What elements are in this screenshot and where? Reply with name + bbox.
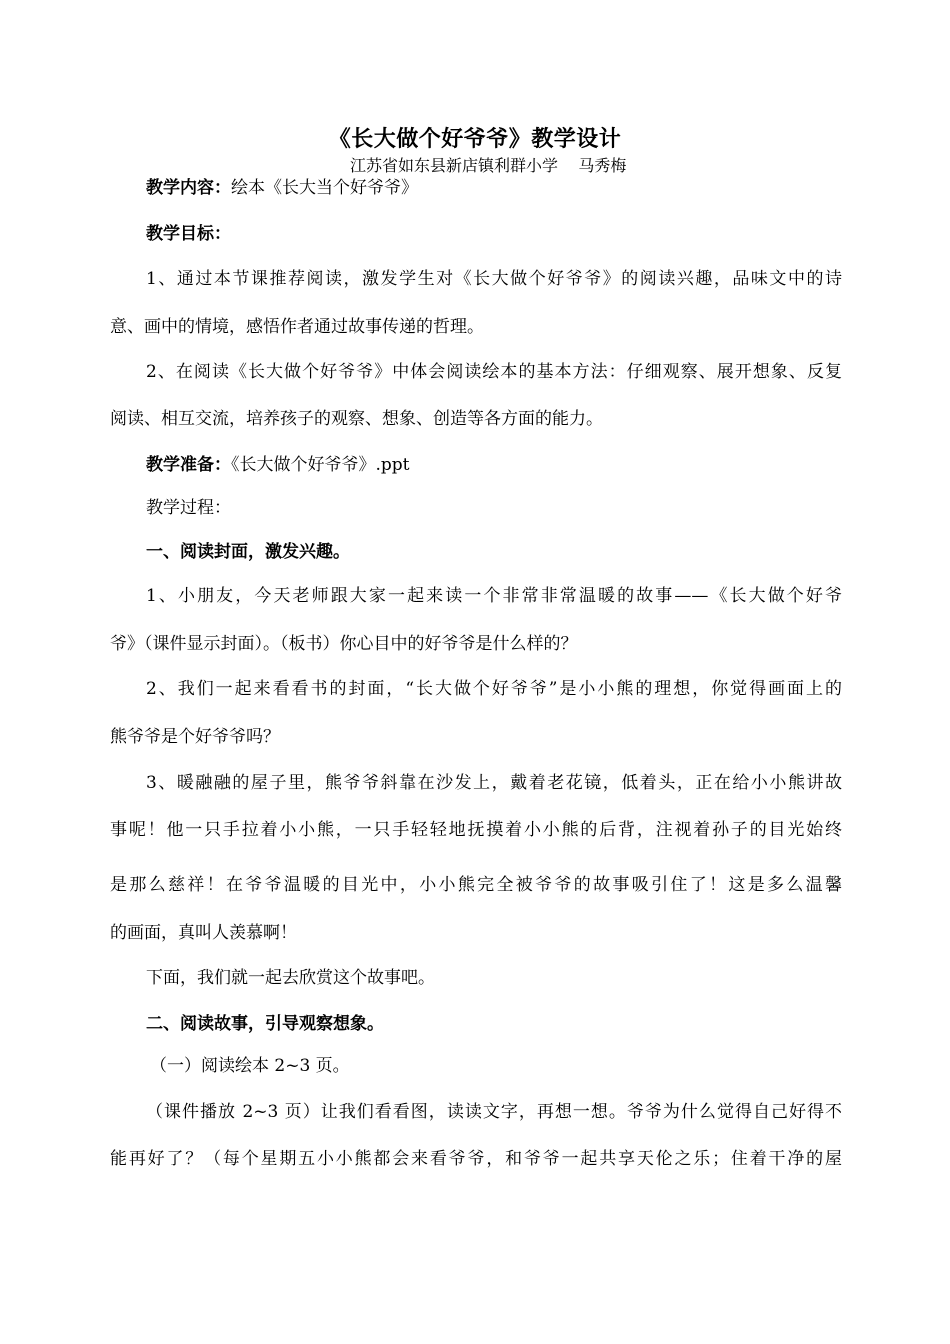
s1-p1-line2: 爷》（课件显示封面）。（板书）你心目中的好爷爷是什么样的？ — [110, 634, 578, 654]
goal2-line2: 阅读、相互交流，培养孩子的观察、想象、创造等各方面的能力。 — [110, 409, 603, 429]
prep-value: 《长大做个好爷爷》.ppt — [231, 455, 410, 475]
document-title: 《长大做个好爷爷》教学设计 — [328, 126, 622, 152]
section1-heading: 一、阅读封面，激发兴趣。 — [146, 542, 350, 562]
process-label: 教学过程： — [146, 498, 231, 518]
s1-p2-line2: 熊爷爷是个好爷爷吗？ — [110, 727, 280, 747]
s1-p4: 下面，我们就一起去欣赏这个故事吧。 — [146, 968, 435, 988]
goal2-line1: 2、在阅读《长大做个好爷爷》中体会阅读绘本的基本方法：仔细观察、展开想象、反复 — [146, 362, 842, 382]
teaching-content-value: 绘本《长大当个好爷爷》 — [231, 178, 418, 198]
author-line: 江苏省如东县新店镇利群小学 马秀梅 — [350, 156, 627, 175]
goals-label: 教学目标： — [146, 224, 231, 244]
goal1-line2: 意、画中的情境，感悟作者通过故事传递的哲理。 — [110, 317, 484, 337]
s1-p2-line1: 2、我们一起来看看书的封面，“长大做个好爷爷”是小小熊的理想，你觉得画面上的 — [146, 679, 842, 699]
s1-p3-line1: 3、暖融融的屋子里，熊爷爷斜靠在沙发上，戴着老花镜，低着头，正在给小小熊讲故 — [146, 773, 842, 793]
s1-p3-line4: 的画面，真叫人羡慕啊！ — [110, 923, 297, 943]
s2-p1-line1: （课件播放 2~3 页）让我们看看图，读读文字，再想一想。爷爷为什么觉得自己好得不 — [146, 1102, 842, 1122]
teaching-content-line — [146, 176, 878, 200]
goal1-line1: 1、通过本节课推荐阅读，激发学生对《长大做个好爷爷》的阅读兴趣，品味文中的诗 — [146, 269, 842, 289]
s1-p1-line1: 1、小朋友，今天老师跟大家一起来读一个非常非常温暖的故事——《长大做个好爷 — [146, 586, 842, 606]
prep-line — [146, 453, 878, 477]
teaching-content-label: 教学内容： — [146, 178, 231, 198]
prep-label: 教学准备： — [146, 455, 231, 475]
s1-p3-line3: 是那么慈祥！在爷爷温暖的目光中，小小熊完全被爷爷的故事吸引住了！这是多么温馨 — [110, 875, 842, 895]
s1-p3-line2: 事呢！他一只手拉着小小熊，一只手轻轻地抚摸着小小熊的后背，注视着孙子的目光始终 — [110, 820, 842, 840]
s2-sub1: （一）阅读绘本 2~3 页。 — [150, 1056, 350, 1076]
s2-p1-line2: 能再好了？（每个星期五小小熊都会来看爷爷，和爷爷一起共享天伦之乐；住着干净的屋 — [110, 1149, 842, 1169]
section2-heading: 二、阅读故事，引导观察想象。 — [146, 1014, 384, 1034]
